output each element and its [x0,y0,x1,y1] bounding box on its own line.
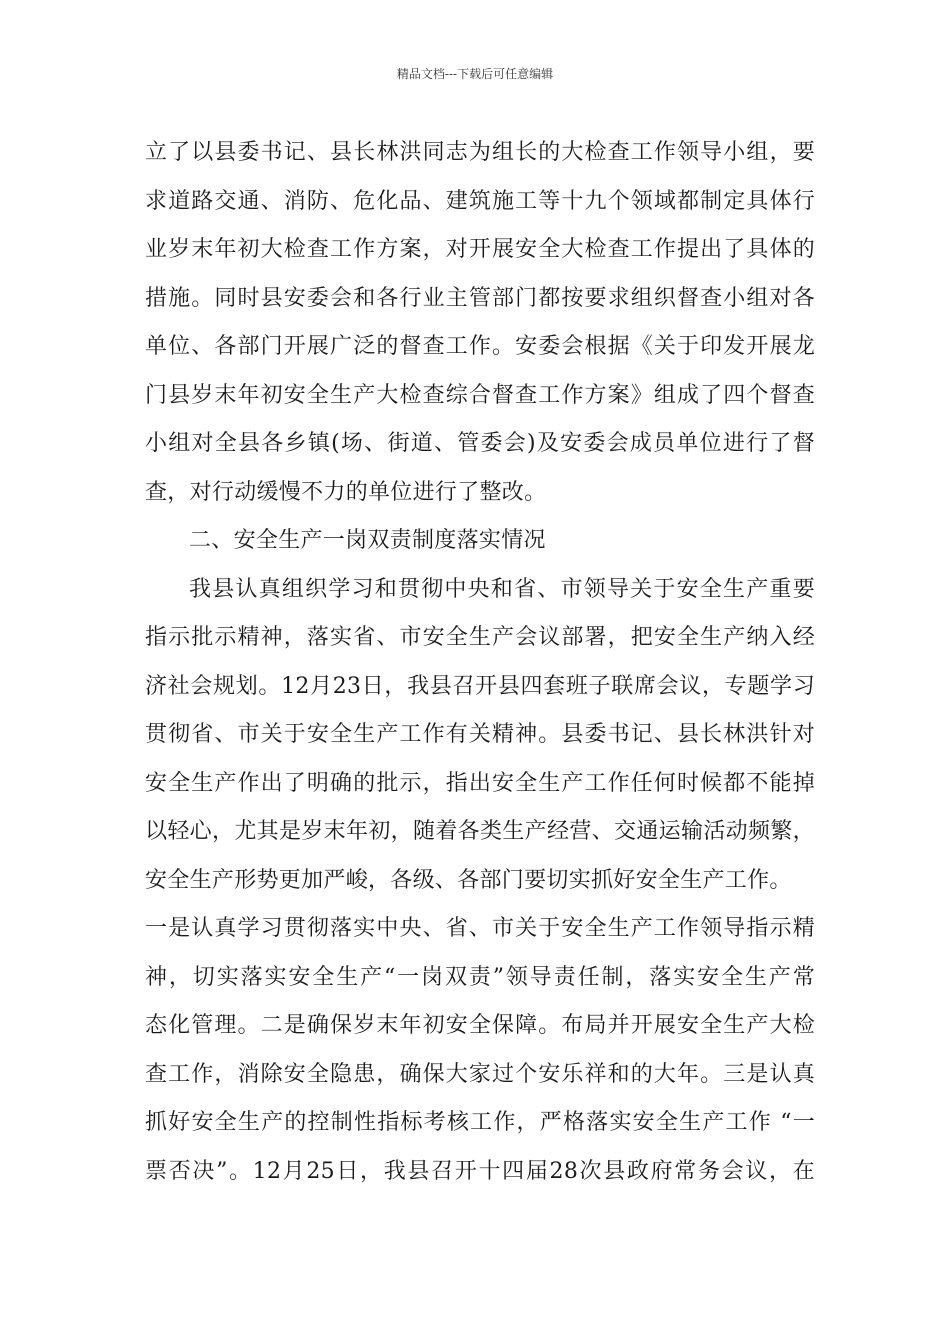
text-line: 门县岁末年初安全生产大检查综合督查工作方案》组成了四个督查 [145,382,815,408]
text-line: 我县认真组织学习和贯彻中央和省、市领导关于安全生产重要 [189,576,815,602]
text-line: 贯彻省、市关于安全生产工作有关精神。县委书记、县长林洪针对 [145,722,815,747]
text-line: 以轻心，尤其是岁末年初，随着各类生产经营、交通运输活动频繁， [145,819,815,844]
text-line: 安全生产形势更加严峻，各级、各部门要切实抓好安全生产工作。 [145,867,792,893]
text-line: 措施。同时县安委会和各行业主管部门都按要求组织督查小组对各 [145,285,815,311]
page-header: 精品文档---下载后可任意编辑 [396,67,554,81]
text-line: 查工作，消除安全隐患，确保大家过个安乐祥和的大年。三是认真 [145,1061,815,1087]
text-line: 立了以县委书记、县长林洪同志为组长的大检查工作领导小组，要 [145,140,815,165]
text-line: 指示批示精神，落实省、市安全生产会议部署，把安全生产纳入经 [145,625,815,650]
text-line: 一是认真学习贯彻落实中央、省、市关于安全生产工作领导指示精 [145,916,815,941]
text-line: 二、安全生产一岗双责制度落实情况 [189,528,546,553]
text-line: 单位、各部门开展广泛的督查工作。安委会根据《关于印发开展龙 [145,334,815,359]
text-line: 神，切实落实安全生产“一岗双责”领导责任制，落实安全生产常 [145,964,815,990]
text-line: 济社会规划。12月23日，我县召开县四套班子联席会议，专题学习 [145,673,815,699]
text-line: 票否决”。12月25日，我县召开十四届28次县政府常务会议，在 [145,1158,815,1184]
text-line: 安全生产作出了明确的批示，指出安全生产工作任何时候都不能掉 [145,770,815,796]
text-line: 查，对行动缓慢不力的单位进行了整改。 [145,479,547,505]
text-line: 业岁末年初大检查工作方案，对开展安全大检查工作提出了具体的 [145,237,815,262]
text-line: 抓好安全生产的控制性指标考核工作，严格落实安全生产工作 “一 [145,1110,815,1135]
text-line: 态化管理。二是确保岁末年初安全保障。布局并开展安全生产大检 [145,1013,815,1038]
text-line: 求道路交通、消防、危化品、建筑施工等十九个领域都制定具体行 [145,188,815,214]
body-text [145,131,815,1198]
text-line: 小组对全县各乡镇(场、街道、管委会)及安委会成员单位进行了督 [145,431,815,456]
